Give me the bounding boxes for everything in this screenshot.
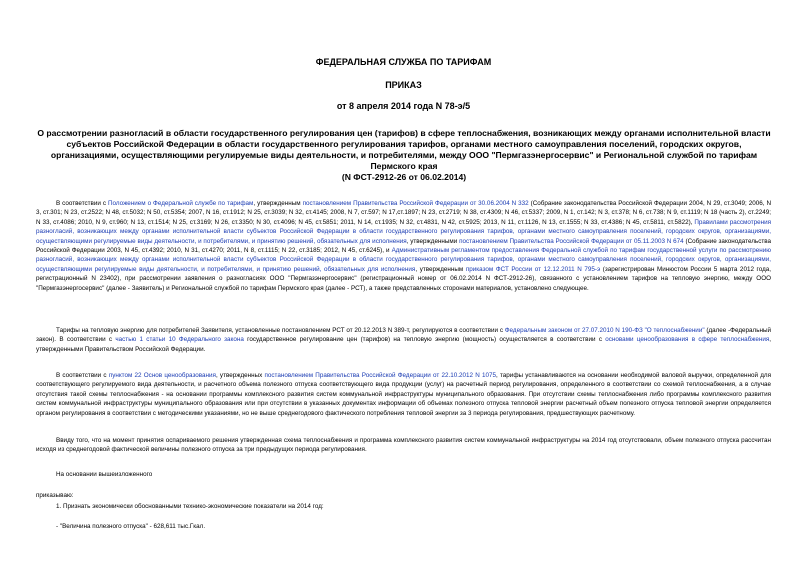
text-fragment: (далее -Федеральный закон). В соответствии с [36, 327, 771, 344]
link-federal-law-190[interactable]: Федеральным законом от 27.07.2010 N 190-ФЗ "О теплоснабжении" [504, 327, 705, 334]
text-fragment: , утвержденными [406, 237, 460, 245]
link-fst-regulation[interactable]: Положением о Федеральной службе по тарифам [108, 200, 254, 207]
text-fragment: , утвержденным [415, 265, 466, 273]
order-item-1-sub: - "Величина полезного отпуска" - 628,611 тыс.Гкал. [56, 523, 206, 530]
order-item-1: 1. Признать экономически обоснованными технико-экономические показатели на 2014 год: [56, 503, 324, 510]
text-fragment: (Собрание законодательства Российской Федерации 2004, N 29, ст.3049; 2006, N 3, ст.301; N 23, ст.2522; N 48, ст.5032; N 50, ст.5354; 2007, N 16, ст.1912; N 25, ст.3039; N 32, ст.4145; 2008, N 7, ст.597; N 17,ст.1897; N 23, ст.2719; N 38, ст.4309; N 46, ст.5337; 2009, N 1, ст.142; N 3, ст.378; N 6, ст.738; N 9, ст.1119; N 18 (часть 2), ст.2249; N 33, ст.4086; 2010, N 9, ст.960; N 13, ст.1514; N 25, ст.3169; N 26, ст.3350; N 30, ст.4096; N 45, ст.5851; 2011, N 14, ст.1935; N 32, ст.4831, N 42, ст.5925; 2013, N 11, ст.1126, N 13, ст.1555; N 33, ст.4386; N 45, ст.5811, ст.5822), [36, 200, 771, 226]
text-fragment: В соответствии с [56, 372, 109, 379]
link-item-22[interactable]: пунктом 22 Основ ценообразования [108, 372, 216, 379]
paragraph-legal-basis [36, 199, 771, 293]
case-number: (N ФСТ-2912-26 от 06.02.2014) [341, 172, 467, 182]
paragraph-order: приказываю: [36, 492, 74, 499]
document-title [34, 128, 774, 183]
text-fragment: , утвержденных [215, 372, 265, 379]
link-resolution-1075[interactable]: постановлением Правительства Российской Федерации от 22.10.2012 N 1075 [264, 372, 496, 379]
paragraph-tariff-regulation [36, 326, 771, 354]
text-fragment: В соответствии с [56, 200, 109, 207]
text-fragment: , утвержденным [253, 200, 303, 207]
link-order-795[interactable]: приказом ФСТ России от 12.12.2011 N 795-э [465, 265, 601, 273]
text-fragment: , утвержденными Правительством Российской Федерации. [36, 336, 771, 353]
text-fragment: Тарифы на тепловую энергию для потребителей Заявителя, установленные постановлением РСТ от 20.12.2013 N 389-т, регулируются в соответствии с [56, 327, 505, 334]
link-resolution-674[interactable]: постановлением Правительства Российской Федерации от 05.11.2003 N 674 [459, 237, 684, 245]
paragraph-pricing-rules [36, 371, 771, 418]
text-fragment: государственное регулирование цен (тарифов) на тепловую энергию (мощность) осуществляется в соответствии с [243, 336, 606, 344]
link-administrative-regulation[interactable]: Административным регламентом предоставления Федеральной службой по тарифам государственной услуги по рассмотрению разногласий, возникающих между органами исполнительной власти субъектов Российской Федерации в области государственного регулирования тарифов, органами местного самоуправления поселений, городских округов, организациями, осуществляющими регулируемые виды деятельности, и потребителями, и принятию решений, обязательных для исполнения [36, 247, 771, 273]
paragraph-volume-calculation: Ввиду того, что на момент принятия оспариваемого решения утвержденная схема теплоснабжения и программа комплексного развития систем коммунальной инфраструктуры на 2014 год отсутствовали, объем полезного отпуска рассчитан исходя из среднегодовой фактической величины полезного отпуска за три предыдущих периода регулирования. [36, 437, 771, 454]
link-resolution-332[interactable]: постановлением Правительства Российской Федерации от 30.06.2004 N 332 [302, 200, 529, 207]
text-fragment: , тарифы устанавливаются на основании необходимой валовой выручки, определенной для соответствующего регулируемого вида деятельности, и расчетного объема полезного отпуска соответствующего вида продукции (услуг) на расчетный период регулирования, определенного в соответствии со схемой теплоснабжения, а в случае отсутствия такой схемы теплоснабжения - на основании программы комплексного развития систем коммунальной инфраструктуры муниципального образования. При отсутствии схемы теплоснабжения либо программы комплексного развития систем коммунальной инфраструктуры муниципального образования или при отсутствии в указанных документах информации об объемах полезного отпуска тепловой энергии расчетный объем полезного отпуска тепловой энергии определяется органом регулирования в соответствии с методическими указаниями, но не выше среднегодового фактического потребления тепловой энергии за 3 периода регулирования, предшествующих расчетному. [36, 372, 772, 417]
document-date-number: от 8 апреля 2014 года N 78-э/5 [336, 101, 471, 111]
text-fragment: (зарегистрирован Минюстом России 5 марта 2012 года, регистрационный N 23402), при рассмотрении заявления о разногласиях ООО "Пермгазэнергосервис" (регистрационный номер от 06.02.2014 N ФСТ-2912-26), связанного с установлением тарифов на тепловую энергию, между ООО "Пермгазэнергосервис" (далее - Заявитель) и Региональной службой по тарифам Пермского края (далее - РСТ), а также представленных сторонами материалов, установлено следующее. [36, 265, 771, 292]
agency-heading: ФЕДЕРАЛЬНАЯ СЛУЖБА ПО ТАРИФАМ [315, 57, 492, 67]
link-disputes-rules[interactable]: Правилами рассмотрения разногласий, возникающих между органами исполнительной власти субъектов Российской Федерации в области государственного регулирования тарифов, органами местного самоуправления поселений, городских округов, организациями, осуществляющими регулируемые виды деятельности, и потребителями, и принятию решений, обязательных для исполнения [36, 218, 771, 245]
text-fragment: (Собрание законодательства Российской Федерации 2003, N 45, ст.4392; 2010, N 31, ст.4270; 2011, N 8, ст.1115; N 22, ст.3185; 2012, N 45, ст.6245), и [36, 237, 772, 255]
paragraph-basis: На основании вышеизложенного [56, 471, 153, 478]
link-article-10[interactable]: частью 1 статьи 10 Федерального закона [115, 336, 244, 344]
link-pricing-basics[interactable]: основами ценообразования в сфере теплоснабжения [605, 336, 770, 344]
document-title-text: О рассмотрении разногласий в области государственного регулирования цен (тарифов) в сфере теплоснабжения, возникающих между органами исполнительной власти субъектов Российской Федерации в области государственного регулирования тарифов, органами местного самоуправления поселений, городских округов, организациями, осуществляющими регулируемые виды деятельности, и потребителями, между ООО "Пермгазэнергосервис" и Региональной службой по тарифам Пермского края [37, 128, 771, 171]
document-type-heading: ПРИКАЗ [385, 80, 422, 90]
